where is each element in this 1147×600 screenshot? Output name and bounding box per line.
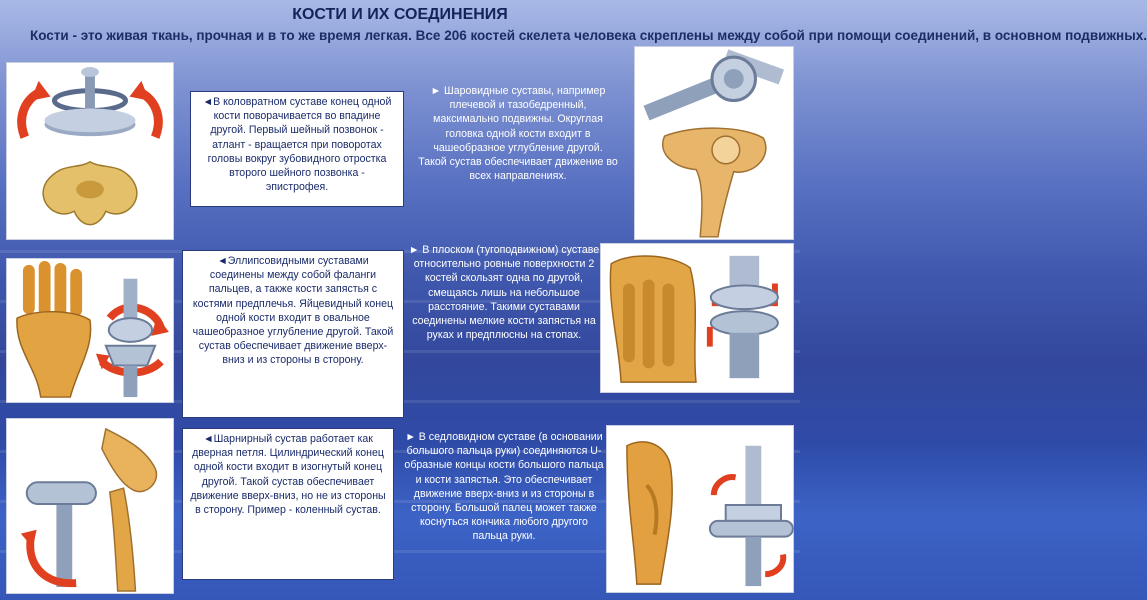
plane-joint-image bbox=[600, 243, 794, 393]
hinge-joint-image bbox=[6, 418, 174, 594]
page-intro: Кости - это живая ткань, прочная и в то же время легкая. Все 206 костей скелета человека скреплены между собой при помощи соединений, в основном подвижных. bbox=[30, 28, 1147, 43]
ball-joint-image bbox=[634, 46, 794, 240]
saddle-joint-image bbox=[606, 425, 794, 593]
pivot-joint-text: ◄В коловратном суставе конец одной кости поворачивается во впадине другой. Первый шейный позвонок - атлант - вращается при поворотах головы вокруг зубовидного отростка второго шейного позвонка - эпистрофея. bbox=[190, 91, 404, 207]
ellipsoid-joint-text: ◄Эллипсовидными суставами соединены между собой фаланги пальцев, а также кости запястья с костями предплечья. Яйцевидный конец одной кости входит в овальное чашеобразное углубление другой. Такой сустав обеспечивает движение вверх-вниз и из стороны в сторону. bbox=[182, 250, 404, 418]
ellipsoid-joint-image bbox=[6, 258, 174, 403]
hinge-joint-text: ◄Шарнирный сустав работает как дверная петля. Цилиндрический конец одной кости входит в изогнутый конец другой. Такой сустав обеспечивает движение вверх-вниз, но не из стороны в сторону. Пример - коленный сустав. bbox=[182, 428, 394, 580]
ball-joint-text: ► Шаровидные суставы, например плечевой и тазобедренный, максимально подвижны. Округлая головка одной кости входит в чашеобразное углубление другой. Такой сустав обеспечивает движение во всех направлениях. bbox=[418, 85, 618, 183]
plane-joint-text: ► В плоском (тугоподвижном) суставе относительно ровные поверхности 2 костей скользят одна по другой, смещаясь лишь на небольшое расстояние. Такими суставами соединены мелкие кости запястья на руках и предплюсны на стопах. bbox=[408, 244, 600, 342]
saddle-joint-text: ► В седловидном суставе (в основании большого пальца руки) соединяются U-образные концы кости большого пальца и кости запястья. Это обеспечивает движение вверх-вниз и из стороны в сторону. Большой палец может также коснуться кончика любого другого пальца руки. bbox=[404, 431, 604, 543]
page-title: КОСТИ И ИХ СОЕДИНЕНИЯ bbox=[292, 6, 508, 23]
pivot-joint-image bbox=[6, 62, 174, 240]
